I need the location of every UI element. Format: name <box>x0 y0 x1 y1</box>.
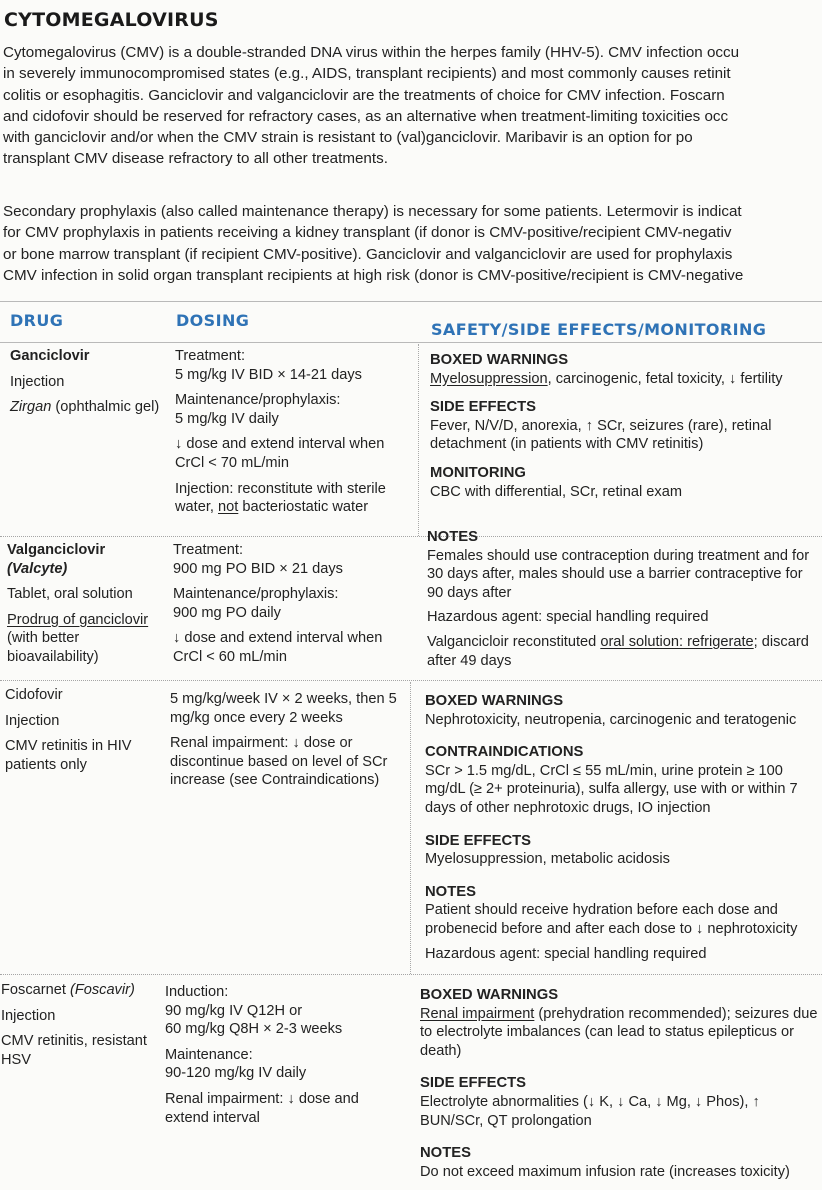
dosing-line: Maintenance: <box>165 1046 253 1063</box>
intro-line: and cidofovir should be reserved for refractory cases, as an alternative when treatment-limiting toxicities occ <box>3 107 729 125</box>
intro-line: in severely immunocompromised states (e.g., AIDS, transplant recipients) and most commonly causes retinit <box>3 65 731 83</box>
intro-paragraph <box>3 42 822 170</box>
dosing-line: Renal impairment: ↓ dose and extend interval <box>165 1090 359 1126</box>
prophylaxis-paragraph <box>3 201 822 286</box>
zirgan-description: (ophthalmic gel) <box>51 399 160 416</box>
dosing-line: Maintenance/prophylaxis: <box>173 586 339 603</box>
emphasis: not <box>218 499 239 516</box>
row-divider <box>0 680 822 681</box>
dosing-line: 90-120 mg/kg IV daily <box>165 1065 307 1082</box>
text: , carcinogenic, fetal toxicity, ↓ fertility <box>547 370 783 387</box>
dosage-form: Injection <box>1 1007 56 1024</box>
monitoring-text: CBC with differential, SCr, retinal exam <box>430 483 682 500</box>
emphasis: oral solution: refrigerate <box>600 633 754 650</box>
section-heading: SIDE EFFECTS <box>420 1075 527 1092</box>
header-safety: SAFETY/SIDE EFFECTS/MONITORING <box>431 320 767 339</box>
drug-name: Cidofovir <box>5 687 63 703</box>
dosing-line: Treatment: <box>175 348 246 364</box>
dosing-line: Treatment: <box>173 542 244 558</box>
text: (with better bioavailability) <box>7 630 99 665</box>
ganciclovir-dosing-cell <box>175 347 410 517</box>
drug-name: Foscarnet <box>1 982 66 998</box>
prodrug-note <box>7 611 167 667</box>
side-effects-text: Myelosuppression, metabolic acidosis <box>425 851 670 868</box>
section-heading: BOXED WARNINGS <box>420 987 559 1003</box>
emphasis: Myelosuppression <box>430 370 548 387</box>
valganciclovir-dosing-cell <box>173 541 408 667</box>
section-heading: BOXED WARNINGS <box>430 352 569 368</box>
side-effects-text: Electrolyte abnormalities (↓ K, ↓ Ca, ↓ Mg, ↓ Phos), ↑ BUN/SCr, QT prolongation <box>420 1093 760 1129</box>
dosing-line: 5 mg/kg IV BID × 14-21 days <box>175 366 362 383</box>
column-divider <box>410 682 411 974</box>
emphasis: Prodrug of ganciclovir <box>7 611 149 628</box>
brand-name: (Valcyte) <box>7 560 68 577</box>
intro-line: with ganciclovir and/or when the CMV strain is resistant to (val)ganciclovir. Maribavir is an option for po <box>3 129 693 147</box>
foscarnet-safety-cell <box>420 986 820 1181</box>
text: Injection: reconstitute with sterile water, <box>175 480 386 516</box>
section-heading: SIDE EFFECTS <box>430 399 537 416</box>
drug-name-line <box>1 981 161 1000</box>
prophylaxis-line: Secondary prophylaxis (also called maintenance therapy) is necessary for some patients. Letermovir is indicat <box>3 203 742 220</box>
cidofovir-dosing-cell <box>170 690 408 790</box>
contraception-note: Females should use contraception during treatment and for 30 days after, males should use a barrier contraceptive for 90 days after <box>427 547 810 601</box>
column-divider <box>418 344 419 536</box>
dosing-line: ↓ dose and extend interval when CrCl < 70 mL/min <box>175 436 385 471</box>
hazard-note: Hazardous agent: special handling required <box>427 609 709 626</box>
indication: CMV retinitis in HIV patients only <box>5 738 132 773</box>
boxed-warning-text <box>430 370 822 389</box>
dosing-line: Induction: <box>165 984 229 1000</box>
ganciclovir-safety-cell <box>430 351 822 501</box>
cidofovir-drug-cell <box>5 686 155 774</box>
dosing-line: 90 mg/kg IV Q12H or <box>165 1002 303 1019</box>
table-header-border <box>0 342 822 343</box>
drug-name: Valganciclovir <box>7 542 106 558</box>
prophylaxis-line: for CMV prophylaxis in patients receiving a kidney transplant (if donor is CMV-positive/recipient CMV-negativ <box>3 224 732 242</box>
storage-note <box>427 633 817 670</box>
section-heading: NOTES <box>427 529 478 545</box>
text: ; discard after 49 days <box>427 633 809 669</box>
section-heading: BOXED WARNINGS <box>425 693 564 709</box>
foscarnet-dosing-cell <box>165 983 405 1127</box>
dosage-form: Injection <box>10 373 65 390</box>
prophylaxis-line: CMV infection in solid organ transplant recipients at high risk (donor is CMV-positive/recipient is CMV-negative <box>3 266 744 284</box>
dosing-line: 900 mg PO BID × 21 days <box>173 560 343 577</box>
prophylaxis-line: or bone marrow transplant (if recipient CMV-positive). Ganciclovir and valganciclovir are used for prophylaxis <box>3 245 733 263</box>
dosing-line: 5 mg/kg IV daily <box>175 410 279 427</box>
boxed-warning-text: Nephrotoxicity, neutropenia, carcinogenic and teratogenic <box>425 711 797 728</box>
ganciclovir-drug-cell <box>10 347 160 417</box>
brand-name: (Foscavir) <box>69 982 135 998</box>
header-dosing: DOSING <box>176 311 250 330</box>
dosing-line: 900 mg PO daily <box>173 604 281 621</box>
section-heading: SIDE EFFECTS <box>425 832 532 849</box>
contraindications-text: SCr > 1.5 mg/dL, CrCl ≤ 55 mL/min, urine protein ≥ 100 mg/dL (≥ 2+ proteinuria), sulfa allergy, use with or within 7 days of other nephrotoxic drugs, IO injection <box>425 762 798 816</box>
row-divider <box>0 974 822 975</box>
dosing-line: 60 mg/kg Q8H × 2-3 weeks <box>165 1021 343 1038</box>
emphasis: Renal impairment <box>420 1005 535 1022</box>
hazard-note: Hazardous agent: special handling required <box>425 945 707 962</box>
section-heading: CONTRAINDICATIONS <box>425 744 584 761</box>
drug-name: Ganciclovir <box>10 348 90 364</box>
header-drug: DRUG <box>10 311 64 330</box>
text: bacteriostatic water <box>238 499 369 516</box>
valganciclovir-notes-cell <box>427 528 817 676</box>
boxed-warning-text <box>420 1005 820 1061</box>
zirgan-entry <box>10 398 160 417</box>
notes-text: Do not exceed maximum infusion rate (increases toxicity) <box>420 1163 790 1180</box>
intro-line: colitis or esophagitis. Ganciclovir and valganciclovir are the treatments of choice for CMV infection. Foscarn <box>3 86 725 104</box>
hydration-note: Patient should receive hydration before each dose and probenecid before and after each dose to ↓ nephrotoxicity <box>425 902 798 937</box>
indication: CMV retinitis, resistant HSV <box>1 1033 147 1068</box>
section-heading: NOTES <box>425 883 476 900</box>
reconstitution-note <box>175 480 410 517</box>
brand-name: Zirgan <box>10 399 52 416</box>
dosing-line: Maintenance/prophylaxis: <box>175 392 341 409</box>
text: Valgancicloir reconstituted <box>427 633 601 650</box>
foscarnet-drug-cell <box>1 981 161 1069</box>
cidofovir-safety-cell <box>425 692 821 963</box>
side-effects-text: Fever, N/V/D, anorexia, ↑ SCr, seizures (rare), retinal detachment (in patients with CMV retinitis) <box>430 417 772 453</box>
dosing-line: ↓ dose and extend interval when CrCl < 60 mL/min <box>173 630 383 665</box>
text: (prehydration recommended); seizures due to electrolyte imbalances (can lead to status epilepticus or death) <box>420 1005 818 1059</box>
section-heading: MONITORING <box>430 464 526 481</box>
table-top-border <box>0 301 822 302</box>
dosing-line: 5 mg/kg/week IV × 2 weeks, then 5 mg/kg once every 2 weeks <box>170 691 397 726</box>
intro-line: transplant CMV disease refractory to all other treatments. <box>3 150 388 168</box>
dosage-form: Tablet, oral solution <box>7 586 133 603</box>
page-title: CYTOMEGALOVIRUS <box>4 9 219 31</box>
intro-line: Cytomegalovirus (CMV) is a double-stranded DNA virus within the herpes family (HHV-5). CMV infection occu <box>3 44 740 61</box>
section-heading: NOTES <box>420 1145 471 1162</box>
dosing-line: Renal impairment: ↓ dose or discontinue based on level of SCr increase (see Contraindications) <box>170 735 388 789</box>
valganciclovir-drug-cell <box>7 541 167 667</box>
dosage-form: Injection <box>5 712 60 729</box>
